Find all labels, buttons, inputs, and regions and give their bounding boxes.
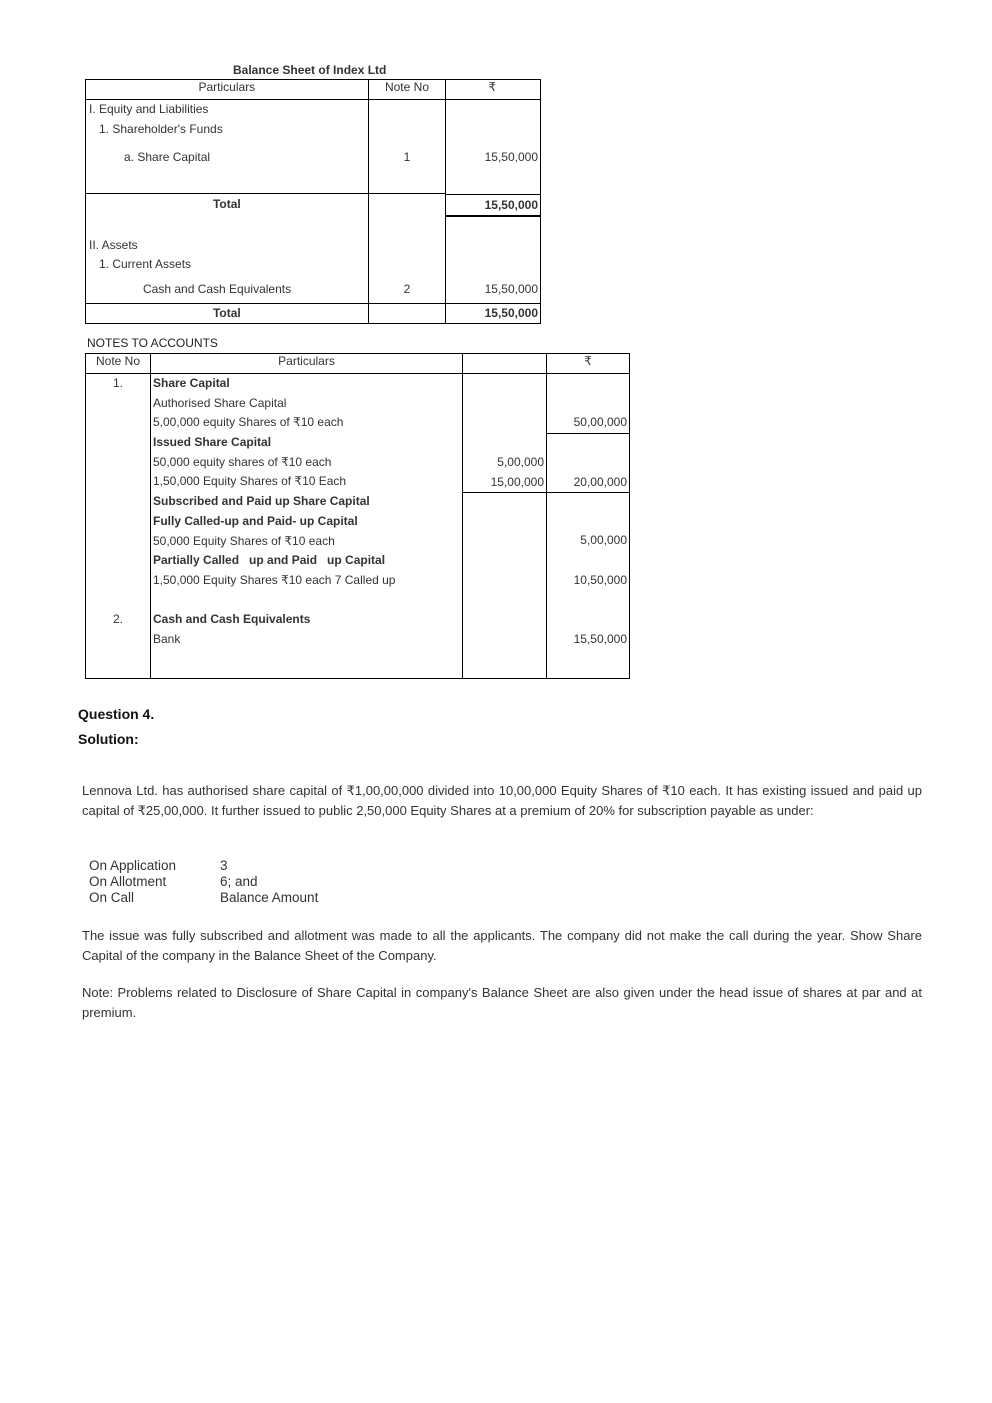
note2-number: 2. (112, 612, 123, 627)
note1-issued-line1: 50,000 equity shares of ₹10 each (153, 454, 332, 469)
problem-text: Lennova Ltd. has authorised share capital of ₹1,00,00,000 divided into 10,00,000 Equity Shares of ₹10 each. It has existing issued and paid up capital of ₹25,00,000. It further issued to public 2,50,000 Equity Shares at a premium of 20% for subscription payable as under: (82, 783, 922, 818)
note2-detail: Bank (153, 631, 181, 646)
share-capital-note: 1 (403, 150, 411, 164)
header-particulars: Particulars (86, 80, 369, 100)
term-value: 3 (220, 858, 228, 873)
payment-terms (89, 858, 318, 906)
total2-label: Total (212, 306, 241, 320)
total1-amount: 15,50,000 (446, 194, 540, 216)
problem-note: Note: Problems related to Disclosure of Share Capital in company's Balance Sheet are also given under the head issue of shares at par and at premium. (82, 985, 922, 1020)
note1-issued-line2: 1,50,000 Equity Shares of ₹10 Each (153, 474, 347, 489)
total2-row (86, 304, 541, 324)
problem-para2: The issue was fully subscribed and allotment was made to all the applicants. The company did not make the call during the year. Show Share Capital of the company in the Balance Sheet of the Company. (82, 928, 922, 963)
notes-header-blank (463, 354, 547, 374)
note1-partly-detail: 1,50,000 Equity Shares ₹10 each 7 Called up (153, 572, 396, 587)
note1-number: 1. (112, 376, 123, 390)
solution-label: Solution: (78, 731, 139, 747)
equity-section-row (86, 100, 541, 194)
note1-issued-line2-amount: 15,00,000 (463, 473, 546, 494)
term-value: 6; and (220, 874, 258, 889)
current-assets: 1. Current Assets (99, 257, 192, 271)
note1-issued: Issued Share Capital (153, 435, 272, 450)
balance-sheet-table (85, 79, 541, 324)
note1-fully-called: Fully Called-up and Paid- up Capital (153, 513, 358, 528)
cash-label: Cash and Cash Equivalents (143, 282, 292, 296)
cash-note: 2 (403, 282, 411, 296)
balance-sheet-title: Balance Sheet of Index Ltd (233, 63, 387, 77)
cash-amount: 15,50,000 (484, 281, 538, 296)
equity-heading: I. Equity and Liabilities (89, 102, 209, 116)
note1-subscribed: Subscribed and Paid up Share Capital (153, 494, 370, 509)
notes-table (85, 353, 630, 679)
term-label: On Allotment (89, 874, 167, 889)
term-label: On Application (89, 858, 177, 873)
share-capital-amount: 15,50,000 (484, 150, 538, 164)
note1-heading: Share Capital (153, 376, 230, 390)
term-row (89, 858, 318, 874)
shareholders-funds: 1. Shareholder's Funds (99, 122, 223, 136)
question-label: Question 4. (78, 706, 155, 722)
total1-label-cell (86, 194, 369, 217)
note2-amount: 15,50,000 (573, 631, 627, 646)
note1-authorised: Authorised Share Capital (153, 395, 287, 410)
total1-row (86, 194, 541, 217)
total2-amount: 15,50,000 (484, 306, 538, 320)
note1-authorised-amount: 50,00,000 (547, 413, 629, 434)
notes-title: NOTES TO ACCOUNTS (87, 336, 218, 350)
header-note-no: Note No (368, 80, 446, 100)
total1-label: Total (212, 197, 241, 211)
notes-header-amount: ₹ (547, 354, 630, 374)
term-value: Balance Amount (220, 890, 319, 905)
assets-section-row (86, 216, 541, 304)
note2-row (86, 610, 630, 679)
note2-heading: Cash and Cash Equivalents (153, 612, 311, 627)
term-row (89, 890, 318, 906)
term-row (89, 874, 318, 890)
notes-header-particulars: Particulars (151, 354, 463, 374)
note1-row (86, 374, 630, 611)
term-label: On Call (89, 890, 135, 905)
note1-partly-amount: 10,50,000 (573, 572, 627, 587)
note1-partly-called: Partially Called up and Paid up Capital (153, 553, 386, 568)
assets-heading: II. Assets (89, 238, 138, 252)
note1-fully-detail: 50,000 Equity Shares of ₹10 each (153, 533, 335, 548)
note1-issued-line1-amount: 5,00,000 (497, 455, 544, 469)
header-amount: ₹ (446, 80, 541, 100)
notes-header-row (86, 354, 630, 374)
note1-fully-amount: 5,00,000 (580, 533, 627, 548)
note1-authorised-detail: 5,00,000 equity Shares of ₹10 each (153, 415, 344, 430)
share-capital-label: a. Share Capital (124, 150, 211, 164)
balance-sheet-header-row (86, 80, 541, 100)
note1-issued-total: 20,00,000 (547, 473, 629, 494)
notes-header-note-no: Note No (86, 354, 151, 374)
